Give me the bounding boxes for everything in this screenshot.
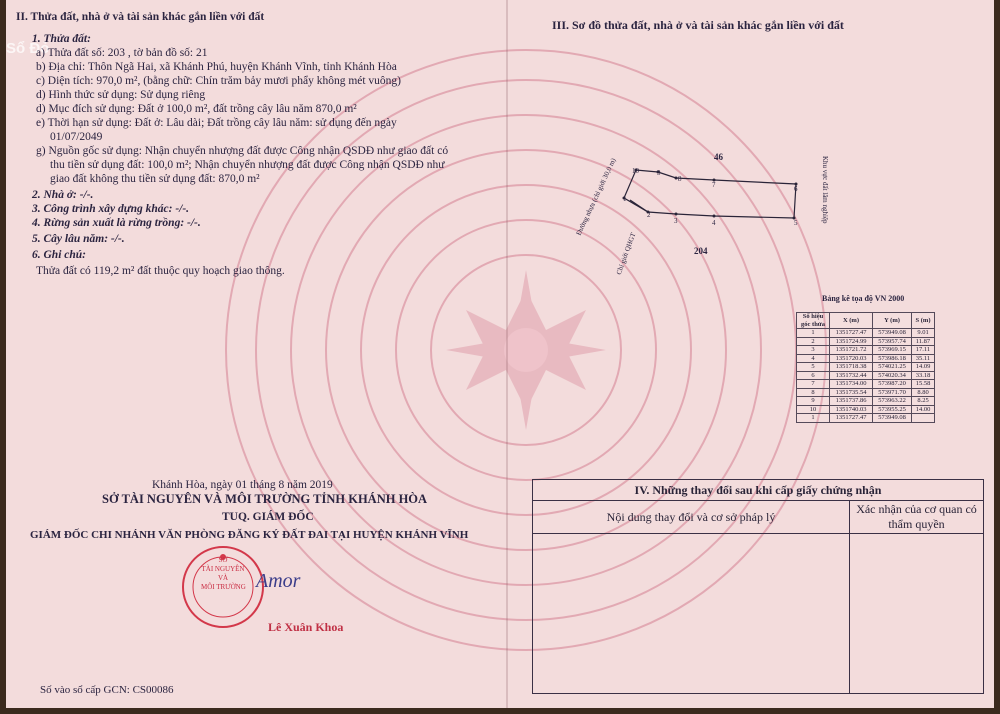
coord-row — [797, 405, 935, 414]
coord-cell: 8.80 — [912, 388, 935, 397]
changes-confirm-header: Xác nhận của cơ quan có thẩm quyền — [850, 501, 983, 534]
point-label-1: 1 — [623, 195, 627, 203]
coord-cell: 574020.34 — [873, 371, 912, 380]
point-label-9: 9 — [657, 169, 661, 177]
coord-cell: 573963.22 — [873, 397, 912, 406]
coord-cell: 2 — [797, 337, 830, 346]
point-label-5: 5 — [794, 219, 798, 227]
origin-line-1: g) Nguồn gốc sử dụng: Nhận chuyển nhượng đất được Công nhận QSDĐ như giao đất có — [36, 145, 449, 157]
coord-row — [797, 414, 935, 423]
coord-cell: 1351740.03 — [830, 405, 873, 414]
coord-row — [797, 329, 935, 338]
coord-cell — [912, 414, 935, 423]
changes-title: IV. Những thay đổi sau khi cấp giấy chứng nhận — [533, 480, 983, 501]
coord-cell: 1351734.00 — [830, 380, 873, 389]
changes-table — [532, 479, 984, 694]
coord-row — [797, 397, 935, 406]
coord-cell: 573971.70 — [873, 388, 912, 397]
coord-cell: 10 — [797, 405, 830, 414]
coord-row — [797, 371, 935, 380]
coord-cell: 7 — [797, 380, 830, 389]
coordinate-table — [796, 312, 935, 423]
house-item: 2. Nhà ở: -/-. — [32, 189, 94, 201]
changes-content-header: Nội dung thay đổi và cơ sở pháp lý — [533, 501, 849, 534]
term-line: e) Thời hạn sử dụng: Đất ở: Lâu dài; Đất trồng cây lâu năm: sử dụng đến ngày — [36, 117, 397, 129]
coord-cell: 573957.74 — [873, 337, 912, 346]
purpose-line: d) Mục đích sử dụng: Đất ở 100,0 m², đất trồng cây lâu năm 870,0 m² — [36, 103, 357, 115]
usage-form-line: d) Hình thức sử dụng: Sử dụng riêng — [36, 89, 206, 101]
address-line: b) Địa chỉ: Thôn Ngã Hai, xã Khánh Phú, huyện Khánh Vĩnh, tỉnh Khánh Hòa — [36, 61, 397, 73]
col-header: Số hiệu góc thửa — [797, 313, 830, 329]
coord-cell: 1351720.03 — [830, 354, 873, 363]
coord-cell: 6 — [797, 371, 830, 380]
changes-confirm-column — [850, 501, 983, 693]
construction-item: 3. Công trình xây dựng khác: -/-. — [32, 203, 190, 215]
coord-cell: 573949.08 — [873, 414, 912, 423]
coord-table-title: Bảng kê tọa độ VN 2000 — [822, 294, 905, 303]
area-line: c) Diện tích: 970,0 m², (bằng chữ: Chín trăm bảy mươi phẩy không mét vuông) — [36, 75, 402, 87]
col-header: Y (m) — [873, 313, 912, 329]
changes-content-column — [533, 501, 850, 693]
section-iii-title: III. Sơ đồ thửa đất, nhà ở và tài sản khác gắn liền với đất — [552, 18, 844, 32]
coord-cell: 573986.18 — [873, 354, 912, 363]
point-label-7: 7 — [712, 181, 716, 189]
coord-row — [797, 363, 935, 372]
col-header: S (m) — [912, 313, 935, 329]
coord-cell: 1 — [797, 329, 830, 338]
forest-item: 4. Rừng sản xuất là rừng trồng: -/-. — [32, 217, 201, 229]
coord-row — [797, 354, 935, 363]
coord-row — [797, 388, 935, 397]
registry-number: Số vào sổ cấp GCN: CS00086 — [40, 684, 174, 696]
term-date: 01/07/2049 — [50, 131, 103, 143]
parcel-number-line: a) Thửa đất số: 203 , tờ bản đồ số: 21 — [36, 47, 208, 59]
coord-cell: 1351735.54 — [830, 388, 873, 397]
coord-cell: 33.18 — [912, 371, 935, 380]
forest-area-label: Khu vực đất lâm nghiệp — [821, 156, 829, 224]
point-label-3: 3 — [674, 217, 678, 225]
coord-row — [797, 380, 935, 389]
coord-row — [797, 337, 935, 346]
perennial-item: 5. Cây lâu năm: -/-. — [32, 233, 125, 245]
parcel-heading: 1. Thửa đất: — [32, 33, 91, 45]
note-text: Thửa đất có 119,2 m² đất thuộc quy hoạch giao thông. — [36, 265, 285, 277]
coord-cell: 573955.25 — [873, 405, 912, 414]
coord-cell: 11.87 — [912, 337, 935, 346]
col-header: X (m) — [830, 313, 873, 329]
section-ii-title: II. Thửa đất, nhà ở và tài sản khác gắn liền với đất — [16, 11, 265, 23]
point-label-8: 8 — [678, 175, 682, 183]
tuq-director: TUQ. GIÁM ĐỐC — [222, 511, 314, 523]
coord-cell: 14.00 — [912, 405, 935, 414]
branch-director-title: GIÁM ĐỐC CHI NHÁNH VĂN PHÒNG ĐĂNG KÝ ĐẤT ĐAI TẠI HUYỆN KHÁNH VĨNH — [30, 529, 469, 541]
parcel-north-label: 46 — [714, 152, 723, 162]
coord-cell: 3 — [797, 346, 830, 355]
coord-cell: 14.09 — [912, 363, 935, 372]
seal-text: SỞ TÀI NGUYÊN VÀ MÔI TRƯỜNG — [201, 556, 246, 591]
parcel-south-label: 204 — [694, 246, 708, 256]
coord-row — [797, 346, 935, 355]
signer-name: Lê Xuân Khoa — [268, 620, 344, 634]
coord-cell: 1351718.38 — [830, 363, 873, 372]
traffic-boundary-label: Chỉ giới QHGT — [614, 231, 638, 276]
page-fold — [506, 0, 508, 708]
coord-cell: 35.11 — [912, 354, 935, 363]
signature: Amor — [256, 570, 301, 592]
coord-cell: 1351727.47 — [830, 329, 873, 338]
origin-line-2: thu tiền sử dụng đất: 100,0 m²; Nhận chuyển nhượng đất được Công nhận QSDĐ như — [50, 159, 445, 171]
point-label-6: 6 — [794, 185, 798, 193]
point-label-2: 2 — [647, 211, 651, 219]
coord-cell: 8.25 — [912, 397, 935, 406]
coord-cell: 1351724.99 — [830, 337, 873, 346]
origin-line-3: giao đất không thu tiền sử dụng đất: 870,0 m² — [50, 173, 260, 185]
coord-cell: 1351737.86 — [830, 397, 873, 406]
coord-cell: 1351721.72 — [830, 346, 873, 355]
point-label-10: 10 — [632, 167, 639, 175]
coord-cell: 9 — [797, 397, 830, 406]
coord-cell: 1351727.47 — [830, 414, 873, 423]
certificate-sheet — [6, 0, 994, 708]
coord-cell: 17.11 — [912, 346, 935, 355]
road-label: Đường nhựa (chỉ giới 30,0 m) — [574, 156, 618, 237]
coord-cell: 574021.25 — [873, 363, 912, 372]
coord-cell: 573969.15 — [873, 346, 912, 355]
coord-cell: 573987.20 — [873, 380, 912, 389]
coord-cell: 1351732.44 — [830, 371, 873, 380]
issue-date: Khánh Hòa, ngày 01 tháng 8 năm 2019 — [152, 479, 333, 491]
coord-cell: 15.58 — [912, 380, 935, 389]
coord-cell: 4 — [797, 354, 830, 363]
coord-cell: 8 — [797, 388, 830, 397]
issuing-authority: SỞ TÀI NGUYÊN VÀ MÔI TRƯỜNG TỈNH KHÁNH HÒA — [102, 492, 428, 506]
point-label-4: 4 — [712, 219, 716, 227]
watermark-logo: Sổ Đỏ — [6, 40, 50, 57]
coord-cell: 9.01 — [912, 329, 935, 338]
coord-cell: 5 — [797, 363, 830, 372]
note-heading: 6. Ghi chú: — [32, 249, 86, 261]
coord-cell: 573949.08 — [873, 329, 912, 338]
coord-cell: 1 — [797, 414, 830, 423]
